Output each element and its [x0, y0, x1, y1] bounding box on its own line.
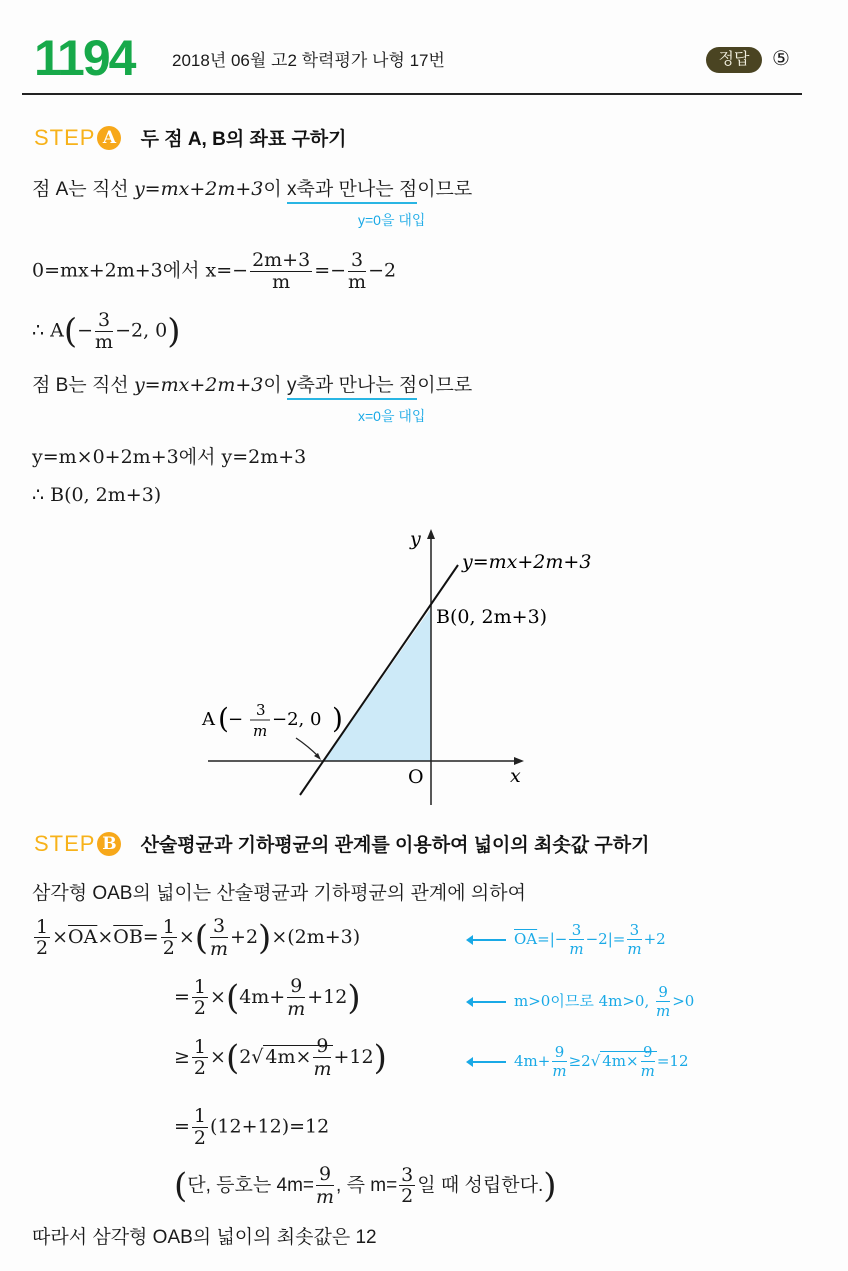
note-substitute-x0: x=0을 대입	[358, 408, 426, 424]
fraction: $\frac{3}{m}$	[95, 309, 114, 353]
step-b-title: 산술평균과 기하평균의 관계를 이용하여 넓이의 최솟값 구하기	[140, 835, 650, 856]
step-b-heading	[34, 830, 649, 857]
svg-text:−2, 0: −2, 0	[272, 709, 322, 730]
svg-text:A: A	[202, 709, 215, 730]
left-arrow-icon	[470, 1061, 506, 1063]
svg-text:y=mx+2m+3: y=mx+2m+3	[462, 551, 592, 573]
step-b-intro: 삼각형 OAB의 넓이는 산술평균과 기하평균의 관계에 의하여	[32, 883, 526, 904]
step-a-line1: 점 A는 직선 y=mx+2m+3이 x축과 만나는 점이므로	[32, 174, 472, 201]
note-substitute-y0: y=0을 대입	[358, 212, 426, 228]
answer-value: ⑤	[772, 48, 790, 70]
svg-text:O: O	[408, 766, 424, 788]
problem-number: 1194	[34, 30, 135, 86]
underlined-phrase: x축과 만나는 점	[287, 179, 417, 204]
y-axis-arrow-icon	[427, 529, 435, 539]
coordinate-graph	[190, 520, 650, 820]
left-arrow-icon	[470, 939, 506, 941]
svg-text:x: x	[510, 765, 521, 787]
svg-text:m: m	[253, 722, 268, 740]
underlined-phrase: y축과 만나는 점	[287, 375, 417, 400]
step-b-eq2: = $\frac{1}{2}$ ×(4m+ $\frac{9}{m} +12$)	[174, 975, 361, 1020]
x-axis-arrow-icon	[514, 757, 524, 765]
left-arrow-icon	[470, 1001, 506, 1003]
step-a-heading	[34, 124, 347, 151]
svg-text:): )	[332, 702, 343, 735]
svg-text:y: y	[410, 528, 421, 550]
pointer-arrow-icon	[296, 738, 319, 757]
step-a-line6: ∴ B(0, 2m+3)	[32, 484, 162, 506]
step-b-eq4: = $\frac{1}{2}$ (12+12)=12	[174, 1105, 330, 1149]
svg-text:B(0, 2m+3): B(0, 2m+3)	[436, 606, 548, 628]
answer-badge: 정답	[706, 47, 762, 73]
svg-text:(: (	[218, 702, 229, 735]
note-eq2: m>0이므로 4m>0, $\frac{9}{m} >0$	[470, 984, 694, 1020]
svg-text:−: −	[228, 709, 244, 730]
svg-text:3: 3	[256, 701, 266, 719]
header-divider	[22, 93, 802, 95]
step-a-label: STEP	[34, 125, 96, 150]
note-eq3: 4m+ $\frac{9}{m} \ge 2√$ 4m× $\frac{9}{m} =12$	[470, 1044, 689, 1080]
step-a-line4: 점 B는 직선 y=mx+2m+3이 y축과 만나는 점이므로	[32, 370, 472, 397]
problem-source: 2018년 06월 고2 학력평가 나형 17번	[172, 51, 445, 70]
step-b-eq1: $\frac{1}{2}$ $\times\overline{OA}\times\overline{OB}=$ $\frac{1}{2}$ ×( $\frac{3}{m} +2)\times(2m+3)$	[36, 915, 361, 960]
step-a-circle-icon: A	[97, 126, 121, 150]
fraction: $\frac{3}{m}$	[348, 249, 367, 293]
step-b-label: STEP	[34, 831, 96, 856]
equality-condition: (단, 등호는 4m= $\frac{9}{m}$ , 즉 m= $\frac{3}{2}$ 일 때 성립한다.)	[174, 1163, 557, 1208]
step-a-line3: ∴ A(− $\frac{3}{m}$ −2, 0)	[32, 309, 181, 353]
step-b-eq3: ≥ $\frac{1}{2}$ ×(2√ 4m× $\frac{9}{m} +12$)	[174, 1035, 387, 1080]
step-a-line5: y=m×0+2m+3에서 y=2m+3	[32, 446, 307, 468]
step-a-title: 두 점 A, B의 좌표 구하기	[140, 129, 347, 150]
conclusion: 따라서 삼각형 OAB의 넓이의 최솟값은 12	[32, 1227, 377, 1248]
fraction: $\frac{2m+3}{m}$	[252, 249, 311, 293]
step-a-line2: 0=mx+2m+3에서 x=− $\frac{2m+3}{m}$ =− $\frac{3}{m}$ −2	[32, 249, 397, 293]
note-eq1: $\overline{OA}=|-$ $\frac{3}{m} -2|=$ $\frac{3}{m} +2$	[470, 922, 666, 958]
step-b-circle-icon: B	[97, 832, 121, 856]
